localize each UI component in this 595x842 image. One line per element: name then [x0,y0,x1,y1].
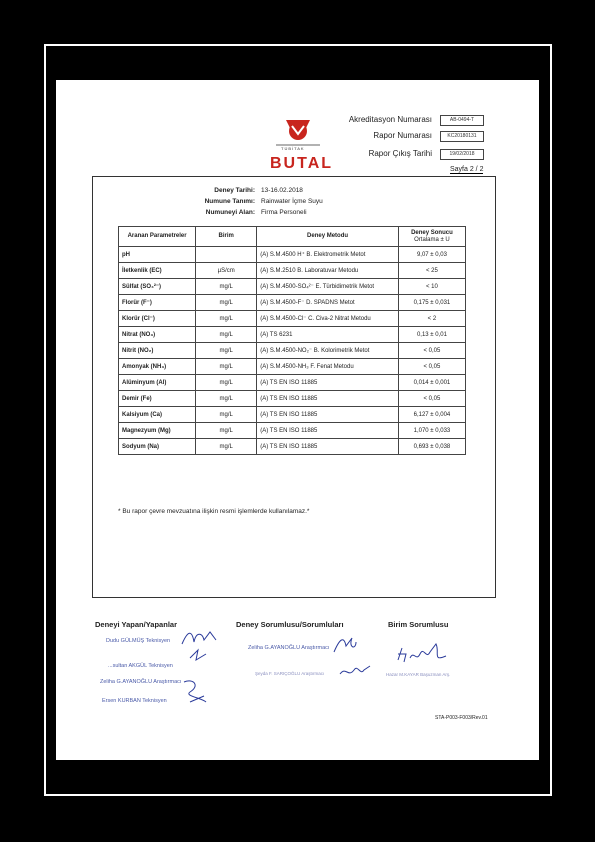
signatory-name: ...sultan AKGÜL Teknisyen [108,663,173,669]
method-cell: (A) TS EN ISO 11885 [257,439,399,455]
unit-cell: µS/cm [196,263,257,279]
result-cell: 0,175 ± 0,031 [398,295,465,311]
table-row [119,295,466,311]
performed-by-title: Deneyi Yapan/Yapanlar [95,620,177,629]
sampled-by-row [160,209,307,216]
result-cell: 0,693 ± 0,038 [398,439,465,455]
field-value: 13-16.02.2018 [261,187,303,194]
result-header-sub: Ortalama ± U [414,236,450,243]
report-number-value: KC20180131 [440,131,484,142]
report-date-label: Rapor Çıkış Tarihi [368,149,432,158]
unit-cell: mg/L [196,311,257,327]
result-header-title: Deney Sonucu [411,229,453,236]
param-cell: Nitrat (NO₃) [119,327,196,343]
unit-cell: mg/L [196,327,257,343]
signatory-name: Ersen KURBAN Teknisyen [102,698,167,704]
param-cell: Klorür (Cl⁻) [119,311,196,327]
param-cell: Amonyak (NH₃) [119,359,196,375]
table-row [119,263,466,279]
param-cell: Sodyum (Na) [119,439,196,455]
signatory-name: Zeliha G.AYANOĞLU Araştırmacı [248,645,330,651]
field-label: Numune Tanımı: [204,198,255,205]
param-cell: Alüminyum (Al) [119,375,196,391]
table-row [119,375,466,391]
result-cell: 6,127 ± 0,004 [398,407,465,423]
result-cell: < 2 [398,311,465,327]
unit-cell: mg/L [196,295,257,311]
disclaimer-note: * Bu rapor çevre mevzuatına ilişkin resmi işlemlerde kullanılamaz.* [118,508,310,515]
handwritten-signature [332,634,358,656]
param-cell: Sülfat (SO₄²⁻) [119,279,196,295]
handwritten-signature [338,662,372,680]
method-cell: (A) S.M.4500-F⁻ D. SPADNS Metot [257,295,399,311]
field-label: Numuneyi Alan: [205,209,255,216]
table-row [119,247,466,263]
param-cell: İletkenlik (EC) [119,263,196,279]
param-cell: Florür (F⁻) [119,295,196,311]
table-row [119,423,466,439]
table-row [119,359,466,375]
result-cell: < 25 [398,263,465,279]
method-cell: (A) S.M.2510 B. Laboratuvar Metodu [257,263,399,279]
unit-cell: mg/L [196,423,257,439]
unit-cell: mg/L [196,279,257,295]
org-small-label: TÜBİTAK [281,146,305,151]
table-row [119,391,466,407]
signatory-name: Şeyda F. SARIÇOĞLU Araştırmacı [255,671,325,676]
results-table [118,226,466,455]
handwritten-signature [180,676,210,706]
method-cell: (A) TS EN ISO 11885 [257,391,399,407]
sample-desc-row [160,198,323,205]
method-cell: (A) TS EN ISO 11885 [257,423,399,439]
method-cell: (A) S.M.4500-NH₃ F. Fenat Metodu [257,359,399,375]
method-cell: (A) S.M.4500-Cl⁻ C. Civa-2 Nitrat Metodu [257,311,399,327]
result-cell: 9,07 ± 0,03 [398,247,465,263]
param-cell: Demir (Fe) [119,391,196,407]
param-cell: pH [119,247,196,263]
unit-cell: mg/L [196,391,257,407]
method-cell: (A) S.M.4500 H⁺ B. Elektrometrik Metot [257,247,399,263]
signatory-name: Dudu GÜLMÜŞ Teknisyen [106,638,171,644]
table-row [119,279,466,295]
method-cell: (A) S.M.4500-SO₄²⁻ E. Türbidimetrik Metot [257,279,399,295]
param-cell: Nitrit (NO₂) [119,343,196,359]
result-cell: 1,070 ± 0,033 [398,423,465,439]
table-row [119,343,466,359]
field-label: Deney Tarihi: [214,187,255,194]
responsible-title: Deney Sorumlusu/Sorumluları [236,620,344,629]
table-row [119,311,466,327]
unit-cell: mg/L [196,359,257,375]
page-number: Sayfa 2 / 2 [450,166,484,173]
unit-cell [196,247,257,263]
handwritten-signature [188,648,208,662]
field-value: Firma Personeli [261,209,307,216]
unit-cell: mg/L [196,343,257,359]
unit-cell: mg/L [196,375,257,391]
test-date-row [160,187,303,194]
handwritten-signature [180,628,220,648]
unit-head-title: Birim Sorumlusu [388,620,449,629]
report-number-label: Rapor Numarası [373,131,432,140]
accreditation-value: AB-0494-T [440,115,484,126]
handwritten-signature [396,642,450,666]
param-header: Aranan Parametreler [119,227,196,247]
result-cell: < 0,05 [398,391,465,407]
document-code: STA-P003-F003/Rev.01 [435,715,488,721]
result-cell: < 10 [398,279,465,295]
table-header-row [119,227,466,247]
result-cell: 0,13 ± 0,01 [398,327,465,343]
table-row [119,439,466,455]
org-name: BUTAL [270,155,334,172]
field-value: Rainwater İçme Suyu [261,198,323,205]
unit-cell: mg/L [196,407,257,423]
method-cell: (A) TS EN ISO 11885 [257,407,399,423]
method-cell: (A) S.M.4500-NO₂⁻ B. Kolorimetrik Metot [257,343,399,359]
accreditation-label: Akreditasyon Numarası [348,115,432,124]
report-date-value: 19/02/2018 [440,149,484,160]
result-cell: 0,014 ± 0,001 [398,375,465,391]
result-cell: < 0,05 [398,359,465,375]
table-body [119,247,466,455]
method-header: Deney Metodu [257,227,399,247]
table-row [119,327,466,343]
result-header [398,227,465,247]
unit-cell: mg/L [196,439,257,455]
method-cell: (A) TS EN ISO 11885 [257,375,399,391]
param-cell: Kalsiyum (Ca) [119,407,196,423]
table-row [119,407,466,423]
signatory-name: Zeliha G.AYANOĞLU Araştırmacı [100,679,182,685]
unit-header: Birim [196,227,257,247]
result-cell: < 0,05 [398,343,465,359]
signatory-name: Hazar M.KAYAR Başuzman Arş. [386,672,451,677]
method-cell: (A) TS 6231 [257,327,399,343]
param-cell: Magnezyum (Mg) [119,423,196,439]
